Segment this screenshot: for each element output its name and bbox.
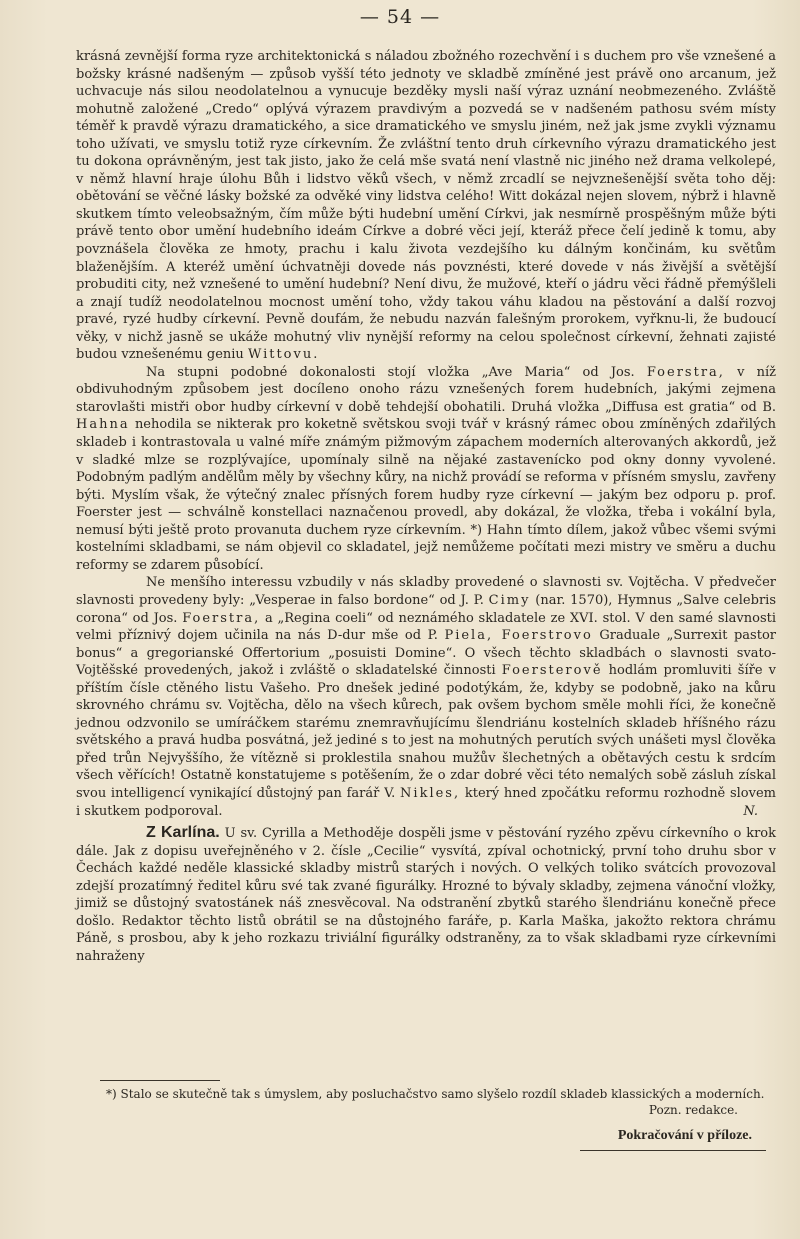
paragraph-text: který hned zpočátku reformu rozhodně slovem i skutkem podporoval. [76,785,776,819]
author-signature: N. [743,803,758,819]
paragraph-text: v níž obdivuhodným způsobem jest docíleno onoho rázu vznešených forem hudebních, jakými zejmena starovlašti mistři obor hudby církevní v době tehdejší obohatili. Druhá vložka „Diffusa est gratia“ od B. [76,364,777,415]
paragraph-st-vojtech [76,574,776,820]
paragraph-text: a „Regina coeli“ od neznámého skladatele ze XVI. stol. V den samé slavnosti velmi příznivý dojem učinila na nás D-dur mše od P. [76,610,776,644]
composer-name: Cimy [488,592,531,608]
paragraph-text: Graduale „Surrexit pastor bonus“ a gregorianské Offertorium „posuisti Domine“. O všech těchto skladbách o slavnosti svato-Vojtěšské provedených, jakož i zvláště o skladatelské činnosti [76,628,776,679]
paragraph-text: (nar. 1570), Hymnus „Salve celebris corona“ od Jos. [76,592,776,626]
continuation-note: Pokračování v příloze. [617,1128,752,1143]
composer-name: Wittovu. [247,347,320,363]
paragraph-karlin [76,824,776,965]
paragraph-ave-maria [76,364,776,575]
composer-name: Piela, Foerstrovo [444,628,593,644]
composer-name: Foersterově [501,663,603,679]
paragraph-text: Ne menšího interessu vzbudily v nás skladby provedené o slavnosti sv. Vojtěcha. V předvečer slavnosti provedeny byly: „Vesperae in falso bordone“ od J. P. [76,575,776,608]
priest-name: Nikles, [400,785,461,801]
page-number: — 54 — [359,6,441,28]
composer-name: Foerstra, [646,364,725,380]
paragraph-mass-review [76,48,776,364]
composer-name: Hahna [76,417,130,433]
composer-name: Foerstra, [182,610,261,626]
footnote-text: Stalo se skutečně tak s úmyslem, aby posluchačstvo samo slyšelo rozdíl skladeb klassických a moderních. [120,1087,765,1101]
footnote-marker: *) [106,1087,117,1101]
article-body [76,48,776,965]
footnote [66,1086,774,1118]
section-heading: Z Karlína. [146,824,220,842]
footnote-divider [100,1080,220,1081]
continuation-rule [580,1150,766,1151]
paragraph-text: Na stupni podobné dokonalosti stojí vložka „Ave Maria“ od Jos. [146,364,635,380]
paragraph-text: U sv. Cyrilla a Methoděje dospěli jsme v pěstování ryzého zpěvu církevního o krok dále. Jak z dopisu uveřejněného v 2. čísle „Cecilie“ vysvítá, zpíval ochotnický, první toho druhu sbor v Čechách každé neděle klassické skladby mistrů starých i nových. O velkých toliko svátcích provozoval zdejší prozatímný ředitel kůru své tak zvané figurálky. Hrozné to bývaly skladby, zejmena vánoční vložky, jimiž se důstojný svatostánek náš znesvěcoval. Na odstranění zbytků starého šlendriánu konečně přece došlo. Redaktor těchto listů obrátil se na důstojného faráře, p. Karla Maška, jakožto rektora chrámu Páně, s prosbou, aby k jeho rozkazu triviální figurálky odstraněny, za to však skladbami ryze církevními nahraženy [76,826,777,964]
paragraph-text: nehodila se nikterak pro koketně světskou svoji tvář v krásný rámec obou zmíněných zdařilých skladeb i kontrastovala u valné míře známým pižmovým zápachem moderních alterovaných akkordů, jež v sladké mlze se rozplývajíce, upomínaly silně na nějaké zastavenícko pod okny donny vyvolené. Podobným padlým andělům měly by všechny kůry, na nichž provádí se reforma v přísném smyslu, zavřeny býti. Myslím však, že výtečný znalec přísných forem hudby ryze církevní — jakým bez odporu p. prof. Foerster jest — schválně konstellaci naznačenou provedl, aby dokázal, že vložka, třeba i vokální byla, nemusí býti ještě proto provanuta duchem ryze církevním. *) Hahn tímto dílem, jakož vůbec všemi svými kostelními skladbami, se nám objevil co skladatel, jejž nemůžeme počítati mezi mistry ve směru a duchu reformy se zdarem působící. [76,417,776,573]
paragraph-text: krásná zevnější forma ryze architektonická s náladou zbožného rozechvění i s duchem pro vše vznešené a božsky krásné nadšeným — způsob vyšší této jednoty ve skladbě zmíněné jest právě ono arcanum, jež uchvacuje nás silou neodolatelnou a vynucuje bezděky mysli naší výraz uznání neobmezeného. Zvláště mohutně založené „Credo“ oplývá výrazem pravdivým a pozvedá se v nadšeném pathosu svém místy téměř k pravdě výrazu dramatického, a sice dramatického ve smyslu jiném, než jak jsme zvykli významu toho užívati, ve smyslu totiž ryze církevním. Že zvláštní tento druh církevního výrazu dramatického jest tu dokona oprávněným, jest tak jisto, jako že celá mše svatá není vlastně nic jiného než drama velkolepé, v němž hlavní hraje úlohu Bůh i lidstvo věků všech, v němž zrcadlí se nejvznešenější světa toho děj: obětování se věčné lásky božské za odvěké viny lidstva celého! Witt dokázal nejen slovem, nýbrž i hlavně skutkem tímto veleobsažným, čím může býti hudební umění Církvi, jak nesmírně prospěšným může býti právě tento obor umění hudebního ideám Církve a dobré věci její, kteráž přece čelí jedině k tomu, aby povznášela člověka ze hmoty, prachu i kalu života vezdejšího ku dálným končinám, ku světům blaženějším. A kteréž umění úchvatněji dovede nás povznésti, které dovede v nás živější a světější probuditi city, než vznešené to umění hudební? Není divu, že mužové, kteří o jádru věci řádně přemýšleli a znají tudíž neodolatelnou mocnost umění toho, vždy takou váhu kladou na pěstování a další rozvoj pravé, ryzé hudby církevní. Pevně doufám, že nebudu nazván falešným prorokem, vyřknu-li, že budoucí věky, v nichž jasně se ukáže mohutný vliv nynější reformy na celou společnost církevní, žehnati zajisté budou vznešenému geniu [76,49,776,363]
paragraph-text: hodlám promluviti šíře v příštím čísle ctěného listu Vašeho. Pro dnešek jediné podotýkám, že, kdyby se podobně, jako na kůru skrovného chrámu sv. Vojtěcha, dělo na všech kůrech, pak ovšem bychom směle mohli říci, že konečně jednou odzvonilo se umíráčkem starému znemravňujícímu šlendriánu kostelních skladeb hříšného rázu světského a pravá hudba posvátná, jež jediné s to jest na mohutných perutích svých unášeti mysl člověka před trůn Nejvyššího, že vítězně si proklestila snahou mužův šlechetných a obětavých cestu k srdcím všech věřících! Ostatně konstatujeme s potěšením, že o zdar dobré věci této nemalých sobě zásluh získal svou intelligencí vynikající důstojný pan farář V. [76,663,776,801]
footnote-credit: Pozn. redakce. [648,1103,738,1117]
